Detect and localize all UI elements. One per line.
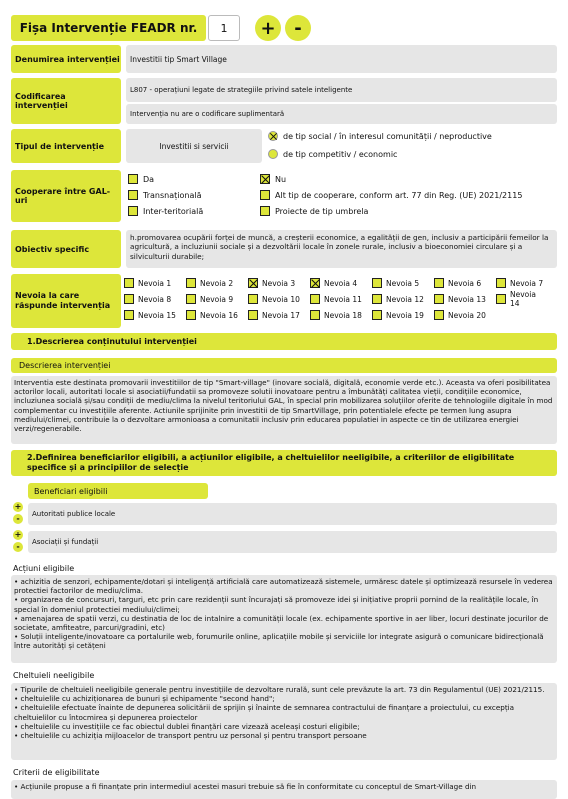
codificare-label: Codificarea intervenției (11, 78, 121, 124)
checkbox-icon[interactable] (186, 278, 196, 288)
nevoie-label: Nevoia 1 (138, 278, 172, 288)
checkbox-icon[interactable] (310, 294, 320, 304)
nevoie-label: Nevoia 3 (262, 278, 296, 288)
denumire-label: Denumirea intervenției (11, 45, 121, 73)
nevoie-label: Nevoia 15 (138, 310, 176, 320)
nevoie-option[interactable] (310, 292, 372, 306)
nevoie-label: Nevoia 10 (262, 294, 300, 304)
nevoie-label: Nevoia 8 (138, 294, 172, 304)
denumire-value[interactable]: Investitii tip Smart Village (126, 45, 557, 73)
nevoie-option[interactable] (124, 292, 186, 306)
beneficiari-label: Beneficiari eligibili (28, 483, 208, 499)
checkbox-icon[interactable] (372, 310, 382, 320)
nevoie-option[interactable] (186, 308, 248, 322)
criterii-list[interactable] (11, 780, 557, 799)
cheltuiala-item: • cheltuielile cu achiziția mijloacelor de transport pentru uz personal și pentru transport persoane (14, 731, 367, 741)
cheltuieli-label: Cheltuieli neeligibile (13, 671, 95, 680)
cheltuieli-list[interactable] (11, 683, 557, 760)
nevoie-label: Nevoia 9 (200, 294, 234, 304)
remove-beneficiar-icon[interactable]: - (13, 542, 23, 552)
nevoie-option[interactable] (124, 308, 186, 322)
add-button[interactable]: + (255, 15, 281, 41)
add-beneficiar-icon[interactable]: + (14, 502, 22, 511)
nevoie-option[interactable] (248, 292, 310, 306)
checkbox-icon[interactable] (186, 294, 196, 304)
cooperare-alt-tip[interactable]: Alt tip de cooperare, conform art. 77 din Reg. (UE) 2021/2115 (260, 190, 522, 200)
nevoie-option[interactable] (372, 292, 434, 306)
radio-icon[interactable] (268, 149, 278, 159)
tip-option-social[interactable]: de tip social / în interesul comunității / neproductive (268, 131, 492, 141)
checkbox-checked-icon[interactable] (260, 174, 270, 184)
nevoie-label: Nevoia 7 (510, 278, 544, 288)
checkbox-icon[interactable] (496, 278, 506, 288)
checkbox-icon[interactable] (128, 174, 138, 184)
cheltuiala-item: • cheltuielile cu investițiile ce fac obiectul dublei finanțări care vizează aceleași costuri eligibile; (14, 721, 360, 731)
nevoie-label: Nevoia 17 (262, 310, 300, 320)
checkbox-icon[interactable] (124, 294, 134, 304)
nevoie-option[interactable] (434, 292, 496, 306)
nevoie-option[interactable] (496, 292, 546, 306)
nevoie-option[interactable] (186, 292, 248, 306)
cheltuiala-item: • cheltuielile cu achiziționarea de bunuri și echipamente "second hand"; (14, 694, 275, 704)
remove-beneficiar-icon[interactable]: - (13, 514, 23, 524)
add-beneficiar-icon[interactable]: + (14, 530, 22, 539)
nevoie-option[interactable] (496, 276, 546, 290)
nevoie-option[interactable] (248, 308, 310, 322)
checkbox-icon[interactable] (124, 278, 134, 288)
cooperare-label: Cooperare între GAL-uri (11, 170, 121, 222)
cheltuiala-item: • cheltuielile efectuate înainte de depunerea solicitării de sprijin și înainte de semnarea contractului de finanțare a proiectului, cu excepția cheltuielilor cu întocmirea și depunerea proiectelor (14, 703, 515, 722)
checkbox-icon[interactable] (248, 294, 258, 304)
checkbox-icon[interactable] (260, 206, 270, 216)
nevoie-label: Nevoia 6 (448, 278, 482, 288)
cheltuiala-item: • Tipurile de cheltuieli neeligibile generale pentru investițiile de dezvoltare rurală, sunt cele prevăzute la art. 73 din Regulamentul (UE) 2021/2115. (14, 685, 545, 694)
checkbox-icon[interactable] (260, 190, 270, 200)
codificare-value[interactable]: L807 - operațiuni legate de strategiile privind satele inteligente (126, 78, 557, 102)
nevoi-grid (124, 276, 564, 322)
nevoie-label: Nevoia 16 (200, 310, 238, 320)
nevoie-label: Nevoia 18 (324, 310, 362, 320)
nevoie-label: Nevoia 12 (386, 294, 424, 304)
cooperare-da[interactable]: Da (128, 174, 154, 184)
checkbox-checked-icon[interactable] (248, 278, 258, 288)
form-title: Fișa Intervenție FEADR nr. (19, 21, 198, 35)
checkbox-icon[interactable] (128, 206, 138, 216)
nevoie-option[interactable] (434, 308, 496, 322)
nevoie-option[interactable] (248, 276, 310, 290)
checkbox-checked-icon[interactable] (310, 278, 320, 288)
nevoie-label: Nevoia 2 (200, 278, 234, 288)
checkbox-icon[interactable] (434, 294, 444, 304)
actiuni-list[interactable] (11, 575, 557, 663)
obiectiv-value[interactable]: h.promovarea ocupării forței de muncă, a creșterii economice, a egalității de gen, inclusiv a participării femeilor la agricultură, a incluziunii sociale și a dezvoltării locale în zonele rurale, inclusiv a bioeconomiei circulare și a silviculturii durabile; (126, 230, 557, 268)
actiune-item: • Soluții inteligente/inovatoare ca portalurile web, forumurile online, aplicațiile mobile și serviciile lor integrate asigură o comunicare bidirecțională între autorități și cetățeni (14, 632, 544, 651)
checkbox-icon[interactable] (128, 190, 138, 200)
codificare-suplimentara[interactable]: Intervenția nu are o codificare suplimentară (126, 104, 557, 124)
checkbox-icon[interactable] (186, 310, 196, 320)
tip-value[interactable]: Investitii si servicii (126, 129, 262, 163)
nevoie-option[interactable] (310, 276, 372, 290)
actiune-item: • amenajarea de spatii verzi, cu destinatia de loc de intalnire a comunității locale (ex. echipamente sportive in aer liber, locuri destinate jocurilor de societate, amfiteatre, parcuri/gradini, etc) (14, 613, 549, 633)
cooperare-transnationala[interactable]: Transnațională (128, 190, 201, 200)
criterii-label: Criterii de eligibilitate (13, 768, 100, 777)
criteriu-item: • Acțiunile propuse a fi finanțate prin intermediul acestei masuri trebuie să fie în conformitate cu conceptul de Smart-Village din (14, 782, 477, 791)
section-1-title: 1.Descrierea conținutului intervenției (11, 333, 557, 350)
checkbox-icon[interactable] (496, 294, 506, 304)
intervention-number-input[interactable]: 1 (208, 15, 240, 41)
form-title-bar (11, 15, 206, 41)
nevoie-option[interactable] (310, 308, 372, 322)
nevoie-label: Nevoia 5 (386, 278, 420, 288)
section-2-title: 2.Definirea beneficiarilor eligibili, a acțiunilor eligibile, a cheltuielilor neeligibile, a criteriilor de eligibilitate specifice și a principiilor de selecție (11, 450, 557, 476)
nevoie-label: Nevoia 4 (324, 278, 358, 288)
tip-label: Tipul de intervenție (11, 129, 121, 163)
nevoie-option[interactable] (372, 308, 434, 322)
checkbox-icon[interactable] (248, 310, 258, 320)
nevoie-label: Nevoia 11 (324, 294, 362, 304)
checkbox-icon[interactable] (310, 310, 320, 320)
actiuni-label: Acțiuni eligibile (13, 564, 75, 573)
checkbox-icon[interactable] (372, 294, 382, 304)
nevoie-label: Nevoia 20 (448, 310, 486, 320)
nevoie-option[interactable] (186, 276, 248, 290)
beneficiar-item[interactable]: Autoritati publice locale (28, 503, 557, 525)
nevoie-label: Nevoia 14 (510, 290, 536, 308)
cooperare-umbrela[interactable]: Proiecte de tip umbrela (260, 206, 368, 216)
tip-option-competitiv[interactable]: de tip competitiv / economic (268, 149, 397, 159)
descriere-text[interactable]: Interventia este destinata promovarii investitiilor de tip "Smart-village" (inovare socială, digitală, economie verde etc.). Aceasta va oferi posibilitatea actorilor locali, autoritati locale si asociatii/fundatii sa promoveze solutii inovatoare pentru a îmbunătăți calitatea vieții, condițiile economice, incluziunea socială și/sau condiții de mediu/clima la nivelul teritoriului GAL, în special prin mobilizarea soluțiilor oferite de tehnologiile digitale în mod complementar cu investițiile aferente. Actiunile sprijinite prin investitii de tip SmartVillage, prin potentialele efecte pe termen lung asupra mediului/climei, contribuie la o dezvoltare armonioasa a comunitatii inclusiv prin educarea populatiei in aspecte ce tin de utilizarea energiei verzi/regenerabile. (11, 376, 557, 444)
checkbox-icon[interactable] (434, 278, 444, 288)
nevoie-option[interactable] (372, 276, 434, 290)
actiune-item: • organizarea de concursuri, targuri, etc prin care rezidenții sunt încurajați să promoveze idei și inițiative proprii pornind de la realitățile locale, în special în domeniul protectiei mediului/climei; (14, 595, 539, 614)
nevoi-label: Nevoia la care răspunde intervenția (11, 274, 121, 328)
obiectiv-label: Obiectiv specific (11, 230, 121, 268)
descriere-label: Descrierea intervenției (11, 358, 557, 373)
cooperare-inter-teritoriala[interactable]: Inter-teritorială (128, 206, 203, 216)
radio-selected-icon[interactable] (268, 131, 278, 141)
cooperare-nu[interactable]: Nu (260, 174, 286, 184)
nevoie-option[interactable] (124, 276, 186, 290)
nevoie-label: Nevoia 13 (448, 294, 486, 304)
checkbox-icon[interactable] (372, 278, 382, 288)
checkbox-icon[interactable] (434, 310, 444, 320)
nevoie-label: Nevoia 19 (386, 310, 424, 320)
nevoie-option[interactable] (434, 276, 496, 290)
checkbox-icon[interactable] (124, 310, 134, 320)
beneficiar-item[interactable]: Asociații și fundații (28, 531, 557, 553)
remove-button[interactable]: - (285, 15, 311, 41)
actiune-item: • achizitia de senzori, echipamente/dotari și inteligență artificială care automatizează sistemele, urmăresc datele și optimizează resursele în vederea protectiei factorilor de mediu/clima. (14, 577, 553, 596)
